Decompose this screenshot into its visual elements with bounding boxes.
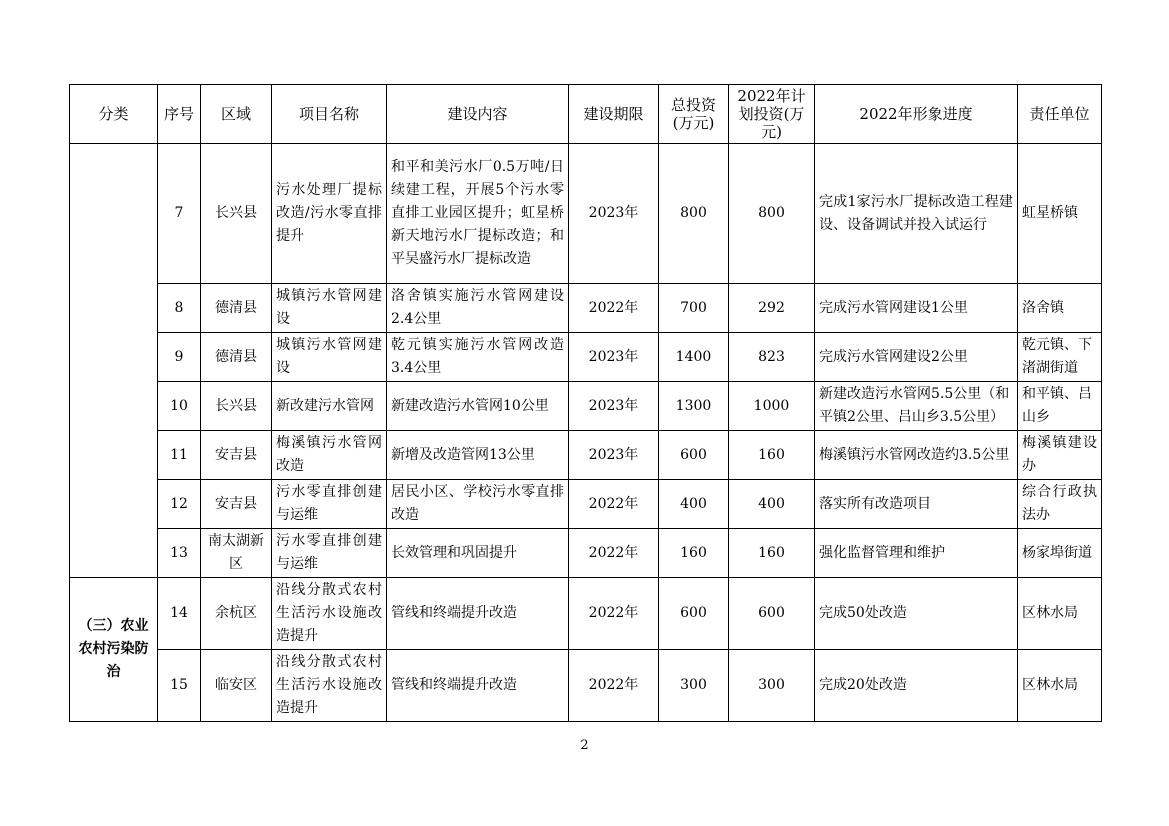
- progress-cell: 完成20处改造: [815, 650, 1018, 722]
- period-cell: 2023年: [569, 431, 659, 480]
- plan-cell: 160: [729, 529, 815, 578]
- table-row: [70, 382, 1102, 431]
- progress-cell: 强化监督管理和维护: [815, 529, 1018, 578]
- plan-cell: 400: [729, 480, 815, 529]
- header-unit: 责任单位: [1018, 85, 1102, 144]
- seq-cell: 9: [158, 333, 201, 382]
- seq-cell: 13: [158, 529, 201, 578]
- content-cell: 洛舍镇实施污水管网建设2.4公里: [387, 284, 569, 333]
- category-cell: （三）农业农村污染防治: [70, 578, 158, 722]
- table-row: [70, 284, 1102, 333]
- header-content: 建设内容: [387, 85, 569, 144]
- project-cell: 污水处理厂提标改造/污水零直排提升: [272, 144, 387, 284]
- header-project: 项目名称: [272, 85, 387, 144]
- total-cell: 1400: [659, 333, 729, 382]
- total-cell: 300: [659, 650, 729, 722]
- period-cell: 2023年: [569, 333, 659, 382]
- total-cell: 160: [659, 529, 729, 578]
- project-cell: 梅溪镇污水管网改造: [272, 431, 387, 480]
- header-period: 建设期限: [569, 85, 659, 144]
- plan-cell: 300: [729, 650, 815, 722]
- table-row: [70, 431, 1102, 480]
- region-cell: 安吉县: [201, 480, 272, 529]
- content-cell: 长效管理和巩固提升: [387, 529, 569, 578]
- project-cell: 沿线分散式农村生活污水设施改造提升: [272, 650, 387, 722]
- seq-cell: 14: [158, 578, 201, 650]
- progress-cell: 完成污水管网建设1公里: [815, 284, 1018, 333]
- period-cell: 2023年: [569, 382, 659, 431]
- page-number: 2: [580, 738, 589, 753]
- unit-cell: 区林水局: [1018, 650, 1102, 722]
- plan-cell: 800: [729, 144, 815, 284]
- project-cell: 城镇污水管网建设: [272, 284, 387, 333]
- header-plan: 2022年计划投资(万元): [729, 85, 815, 144]
- period-cell: 2022年: [569, 578, 659, 650]
- table-row: [70, 144, 1102, 284]
- header-seq: 序号: [158, 85, 201, 144]
- seq-cell: 11: [158, 431, 201, 480]
- total-cell: 600: [659, 431, 729, 480]
- period-cell: 2022年: [569, 650, 659, 722]
- project-cell: 新改建污水管网: [272, 382, 387, 431]
- period-cell: 2023年: [569, 144, 659, 284]
- unit-cell: 梅溪镇建设办: [1018, 431, 1102, 480]
- region-cell: 余杭区: [201, 578, 272, 650]
- total-cell: 700: [659, 284, 729, 333]
- header-total: 总投资(万元): [659, 85, 729, 144]
- project-cell: 城镇污水管网建设: [272, 333, 387, 382]
- progress-cell: 新建改造污水管网5.5公里（和平镇2公里、吕山乡3.5公里）: [815, 382, 1018, 431]
- region-cell: 南太湖新区: [201, 529, 272, 578]
- table-row: [70, 480, 1102, 529]
- unit-cell: 区林水局: [1018, 578, 1102, 650]
- project-cell: 沿线分散式农村生活污水设施改造提升: [272, 578, 387, 650]
- header-progress: 2022年形象进度: [815, 85, 1018, 144]
- region-cell: 长兴县: [201, 144, 272, 284]
- seq-cell: 7: [158, 144, 201, 284]
- plan-cell: 1000: [729, 382, 815, 431]
- content-cell: 和平和美污水厂0.5万吨/日续建工程，开展5个污水零直排工业园区提升；虹星桥新天地污水厂提标改造；和平吴盛污水厂提标改造: [387, 144, 569, 284]
- total-cell: 800: [659, 144, 729, 284]
- content-cell: 管线和终端提升改造: [387, 578, 569, 650]
- plan-cell: 160: [729, 431, 815, 480]
- region-cell: 德清县: [201, 333, 272, 382]
- unit-cell: 和平镇、吕山乡: [1018, 382, 1102, 431]
- period-cell: 2022年: [569, 480, 659, 529]
- header-category: 分类: [70, 85, 158, 144]
- seq-cell: 8: [158, 284, 201, 333]
- unit-cell: 乾元镇、下渚湖街道: [1018, 333, 1102, 382]
- plan-cell: 823: [729, 333, 815, 382]
- unit-cell: 虹星桥镇: [1018, 144, 1102, 284]
- region-cell: 安吉县: [201, 431, 272, 480]
- progress-cell: 梅溪镇污水管网改造约3.5公里: [815, 431, 1018, 480]
- total-cell: 400: [659, 480, 729, 529]
- unit-cell: 洛舍镇: [1018, 284, 1102, 333]
- project-table: [69, 84, 1102, 722]
- unit-cell: 杨家埠街道: [1018, 529, 1102, 578]
- plan-cell: 600: [729, 578, 815, 650]
- table-row: [70, 333, 1102, 382]
- seq-cell: 12: [158, 480, 201, 529]
- region-cell: 德清县: [201, 284, 272, 333]
- seq-cell: 15: [158, 650, 201, 722]
- table-row: [70, 578, 1102, 650]
- content-cell: 乾元镇实施污水管网改造3.4公里: [387, 333, 569, 382]
- content-cell: 新增及改造管网13公里: [387, 431, 569, 480]
- progress-cell: 完成污水管网建设2公里: [815, 333, 1018, 382]
- progress-cell: 完成1家污水厂提标改造工程建设、设备调试并投入试运行: [815, 144, 1018, 284]
- unit-cell: 综合行政执法办: [1018, 480, 1102, 529]
- period-cell: 2022年: [569, 284, 659, 333]
- content-cell: 管线和终端提升改造: [387, 650, 569, 722]
- total-cell: 600: [659, 578, 729, 650]
- content-cell: 新建改造污水管网10公里: [387, 382, 569, 431]
- project-cell: 污水零直排创建与运维: [272, 529, 387, 578]
- period-cell: 2022年: [569, 529, 659, 578]
- content-cell: 居民小区、学校污水零直排改造: [387, 480, 569, 529]
- plan-cell: 292: [729, 284, 815, 333]
- total-cell: 1300: [659, 382, 729, 431]
- category-cell-blank: [70, 144, 158, 578]
- region-cell: 长兴县: [201, 382, 272, 431]
- progress-cell: 完成50处改造: [815, 578, 1018, 650]
- table-row: [70, 529, 1102, 578]
- seq-cell: 10: [158, 382, 201, 431]
- header-row: [70, 85, 1102, 144]
- table-row: [70, 650, 1102, 722]
- region-cell: 临安区: [201, 650, 272, 722]
- header-region: 区域: [201, 85, 272, 144]
- progress-cell: 落实所有改造项目: [815, 480, 1018, 529]
- project-cell: 污水零直排创建与运维: [272, 480, 387, 529]
